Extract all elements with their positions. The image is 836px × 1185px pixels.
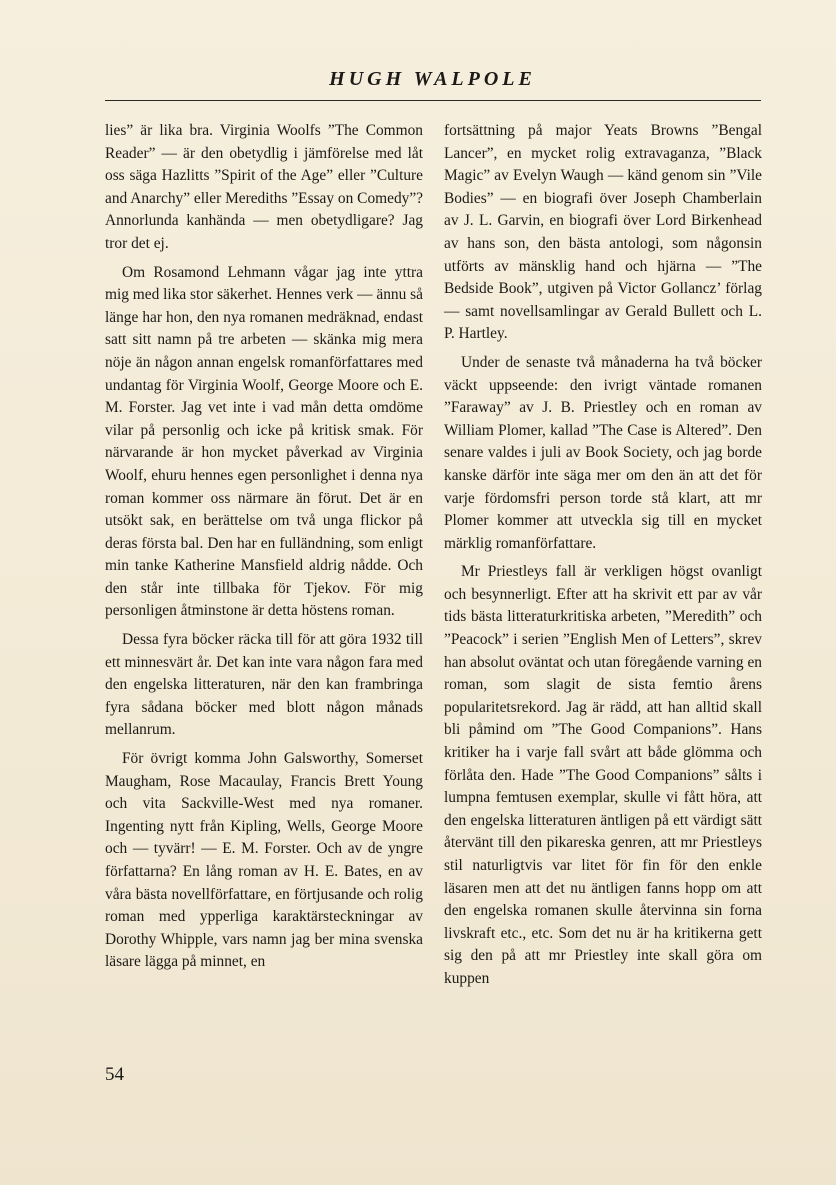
paragraph: Dessa fyra böcker räcka till för att göra 1932 till ett minnesvärt år. Det kan inte vara någon fara med den engelska litteraturen, när den kan frambringa fyra sådana böcker med blott någon månads mellanrum. xyxy=(105,631,423,739)
paragraph: För övrigt komma John Galsworthy, Somerset Maugham, Rose Macaulay, Francis Brett Young och vita Sackville-West med nya romaner. Ingenting nytt från Kipling, Wells, George Moore och — tyvärr! — E. M. Forster. Och av de yngre författarna? En lång roman av H. E. Bates, en av våra bästa novellförfattare, en förtjusande och rolig roman med ypperliga karaktärsteckningar av Dorothy Whipple, vars namn jag ber mina svenska läsare lägga på minnet, en xyxy=(105,750,423,971)
running-header: HUGH WALPOLE xyxy=(329,68,536,90)
paragraph: Om Rosamond Lehmann vågar jag inte yttra mig med lika stor säkerhet. Hennes verk — ännu så länge har hon, den nya romanen medräknad, endast satt sitt namn på tre arbeten — skänka mig mera nöje än någon annan engelsk romanförfattares med undantag för Virginia Woolf, George Moore och E. M. Forster. Jag vet inte i vad mån detta omdöme vilar på personlig och icke på kritisk smak. För närvarande är hon mycket påverkad av Virginia Woolf, ehuru hennes egen personlighet i denna nya roman kommer oss närmare än förut. Det är en utsökt sak, en berättelse om två unga flickor på deras första bal. Den har en fulländning, som enligt min tanke Katherine Mansfield aldrig nådde. Och den står inte tillbaka för Tjekov. För mig personligen åtminstone är detta höstens roman. xyxy=(105,263,423,620)
left-column xyxy=(105,120,423,974)
page-number: 54 xyxy=(105,1064,124,1085)
right-column xyxy=(444,120,762,991)
header-rule xyxy=(105,100,761,101)
paragraph: Under de senaste två månaderna ha två böcker väckt uppseende: den ivrigt väntade romanen ”Faraway” av J. B. Priestley och en roman av William Plomer, kallad ”The Case is Altered”. Den senare valdes i juli av Book Society, och jag borde kanske därför inte säga mer om den än att det för varje fördomsfri person torde stå klart, att mr Plomer kommer att utveckla sig till en mycket märklig romanförfattare. xyxy=(444,353,762,552)
paragraph: Mr Priestleys fall är verkligen högst ovanligt och besynnerligt. Efter att ha skrivit ett par av vår tids bästa litteraturkritiska arbeten, ”Meredith” och ”Peacock” i serien ”English Men of Letters”, skrev han absolut oväntat och utan föregående varning en roman, som slagit de sista femtio årens popularitetsrekord. Jag är rädd, att han alltid skall bli påmind om ”The Good Companions”. Hans kritiker ha i varje fall svårt att både glömma och förlåta den. Hade ”The Good Companions” sålts i lumpna femtusen exemplar, skulle vi fått höra, att den engelska litteraturen äntligen på ett värdigt sätt återvänt till den pikareska genren, att mr Priestleys stil naturligtvis var litet för fin för den enkle läsaren men att det nu äntligen fanns hopp om att den engelska romanen skulle återvinna sin forna livskraft etc., etc. Som det nu är ha kritikerna gett sig den på att mr Priestley inte skall göra om kuppen xyxy=(444,563,762,987)
paragraph: lies” är lika bra. Virginia Woolfs ”The Common Reader” — är den obetydlig i jämförelse med låt oss säga Hazlitts ”Spirit of the Age” eller ”Culture and Anarchy” eller Merediths ”Essay on Comedy”? Annorlunda kanhända — men obetydligare? Jag tror det ej. xyxy=(105,122,423,252)
paragraph: fortsättning på major Yeats Browns ”Bengal Lancer”, en mycket rolig extravaganza, ”Black Magic” av Evelyn Waugh — känd genom sin ”Vile Bodies” — en biografi över Joseph Chamberlain av J. L. Garvin, en biografi över Lord Birkenhead av hans son, den bästa antologi, som någonsin utförts av mänsklig hand och hjärna — ”The Bedside Book”, utgiven på Victor Gollancz’ förlag — samt novellsamlingar av Gerald Bullett och L. P. Hartley. xyxy=(444,122,762,343)
